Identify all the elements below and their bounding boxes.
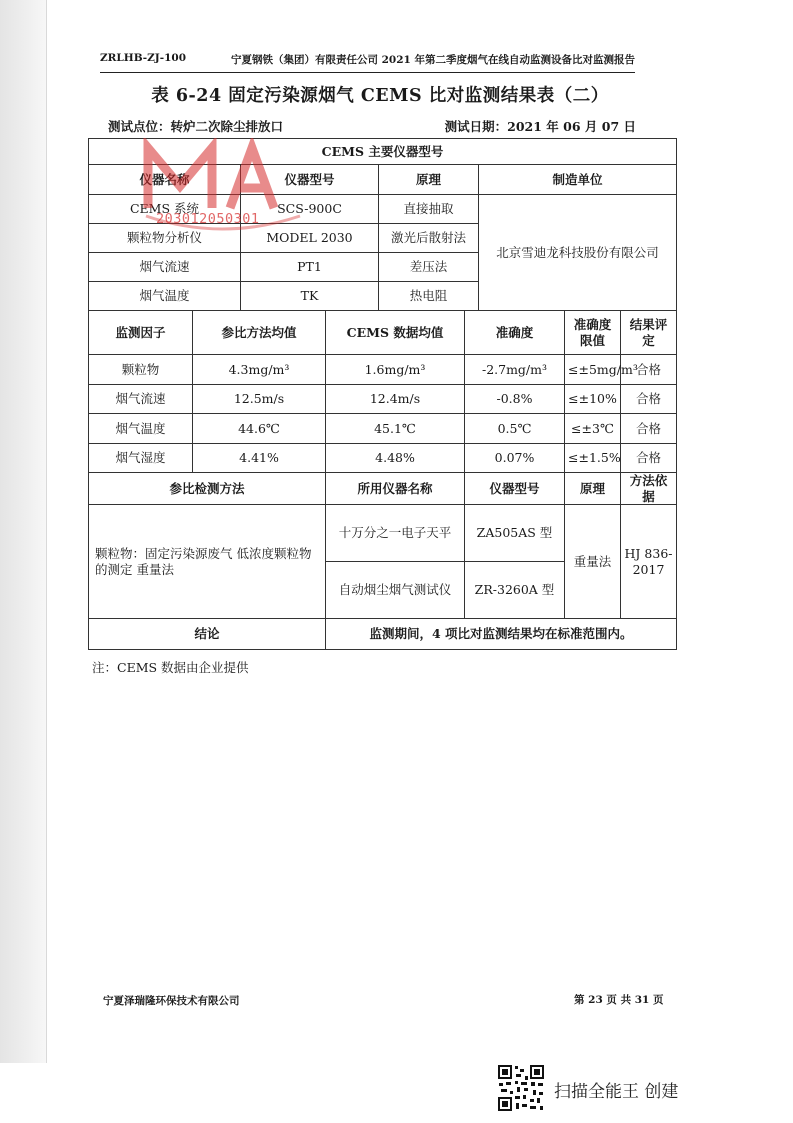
table-row	[89, 505, 677, 562]
result-factor: 颗粒物	[89, 355, 193, 385]
comparison-table	[88, 138, 677, 650]
table-row	[89, 355, 677, 385]
test-location: 测试点位：转炉二次除尘排放口	[108, 119, 284, 134]
result-reference: 12.5m/s	[193, 385, 326, 414]
col-instrument-model: 仪器型号	[241, 165, 379, 195]
manufacturer-cell: 北京雪迪龙科技股份有限公司	[479, 195, 677, 311]
scan-page-edge-line	[46, 0, 47, 1063]
result-accuracy: 0.07%	[465, 444, 565, 473]
results-header-row	[89, 311, 677, 355]
result-verdict: 合格	[621, 414, 677, 444]
qr-code-icon	[497, 1064, 545, 1112]
method-instrument: 自动烟尘烟气测试仪	[326, 562, 465, 619]
instrument-model: SCS-900C	[241, 195, 379, 224]
col-cems-mean: CEMS 数据均值	[326, 311, 465, 355]
instrument-name: 颗粒物分析仪	[89, 224, 241, 253]
test-date: 测试日期：2021 年 06 月 07 日	[444, 119, 636, 134]
result-verdict: 合格	[621, 444, 677, 473]
col-factor: 监测因子	[89, 311, 193, 355]
result-factor: 烟气温度	[89, 414, 193, 444]
method-model: ZR-3260A 型	[465, 562, 565, 619]
instruments-section-row	[89, 139, 677, 165]
method-basis: HJ 836-2017	[621, 505, 677, 619]
result-verdict: 合格	[621, 355, 677, 385]
method-model: ZA505AS 型	[465, 505, 565, 562]
table-row	[89, 385, 677, 414]
table-title: 表 6-24 固定污染源烟气 CEMS 比对监测结果表（二）	[151, 86, 609, 106]
result-limit: ≤±5mg/m³	[565, 355, 621, 385]
stamp-number: 2030120503​01	[156, 211, 260, 227]
col-method-basis: 方法依据	[621, 473, 677, 505]
col-reference-mean: 参比方法均值	[193, 311, 326, 355]
instrument-name: 烟气温度	[89, 282, 241, 311]
test-meta	[108, 117, 648, 137]
result-cems: 4.48%	[326, 444, 465, 473]
result-cems: 1.6mg/m³	[326, 355, 465, 385]
instrument-name: 烟气流速	[89, 253, 241, 282]
col-manufacturer: 制造单位	[479, 165, 677, 195]
instrument-model: PT1	[241, 253, 379, 282]
page-header	[100, 52, 635, 73]
instruments-section-title: CEMS 主要仪器型号	[89, 139, 677, 165]
result-accuracy: -2.7mg/m³	[465, 355, 565, 385]
instruments-header-row	[89, 165, 677, 195]
instrument-principle: 直接抽取	[379, 195, 479, 224]
conclusion-text: 监测期间，4 项比对监测结果均在标准范围内。	[326, 619, 677, 650]
footer-company: 宁夏泽瑞隆环保技术有限公司	[103, 995, 240, 1007]
result-factor: 烟气湿度	[89, 444, 193, 473]
scanner-watermark: 扫描全能王 创建	[554, 1082, 679, 1102]
table-note: 注：CEMS 数据由企业提供	[92, 660, 249, 675]
result-reference: 44.6℃	[193, 414, 326, 444]
col-method-principle: 原理	[565, 473, 621, 505]
method-principle: 重量法	[565, 505, 621, 619]
table-row	[89, 444, 677, 473]
col-used-instrument: 所用仪器名称	[326, 473, 465, 505]
result-verdict: 合格	[621, 385, 677, 414]
conclusion-label: 结论	[89, 619, 326, 650]
report-code: ZRLHB-ZJ-100	[100, 52, 187, 64]
result-limit: ≤±3℃	[565, 414, 621, 444]
page-number: 第 23 页 共 31 页	[574, 994, 664, 1006]
result-limit: ≤±10%	[565, 385, 621, 414]
report-header-title: 宁夏钢铁（集团）有限责任公司 2021 年第二季度烟气在线自动监测设备比对监测报告	[230, 54, 635, 66]
instrument-model: MODEL 2030	[241, 224, 379, 253]
col-method-model: 仪器型号	[465, 473, 565, 505]
result-accuracy: -0.8%	[465, 385, 565, 414]
result-limit: ≤±1.5%	[565, 444, 621, 473]
method-description: 颗粒物：固定污染源废气 低浓度颗粒物的测定 重量法	[89, 505, 326, 619]
col-reference-method: 参比检测方法	[89, 473, 326, 505]
methods-header-row	[89, 473, 677, 505]
col-accuracy: 准确度	[465, 311, 565, 355]
col-principle: 原理	[379, 165, 479, 195]
instrument-name: CEMS 系统	[89, 195, 241, 224]
conclusion-row	[89, 619, 677, 650]
table-row	[89, 414, 677, 444]
result-accuracy: 0.5℃	[465, 414, 565, 444]
result-reference: 4.41%	[193, 444, 326, 473]
table-row	[89, 195, 677, 224]
result-cems: 12.4m/s	[326, 385, 465, 414]
col-instrument-name: 仪器名称	[89, 165, 241, 195]
instrument-principle: 激光后散射法	[379, 224, 479, 253]
instrument-principle: 差压法	[379, 253, 479, 282]
col-verdict: 结果评定	[621, 311, 677, 355]
scan-page-edge	[0, 0, 46, 1063]
method-instrument: 十万分之一电子天平	[326, 505, 465, 562]
result-reference: 4.3mg/m³	[193, 355, 326, 385]
instrument-principle: 热电阻	[379, 282, 479, 311]
result-factor: 烟气流速	[89, 385, 193, 414]
col-accuracy-limit: 准确度限值	[565, 311, 621, 355]
result-cems: 45.1℃	[326, 414, 465, 444]
instrument-model: TK	[241, 282, 379, 311]
